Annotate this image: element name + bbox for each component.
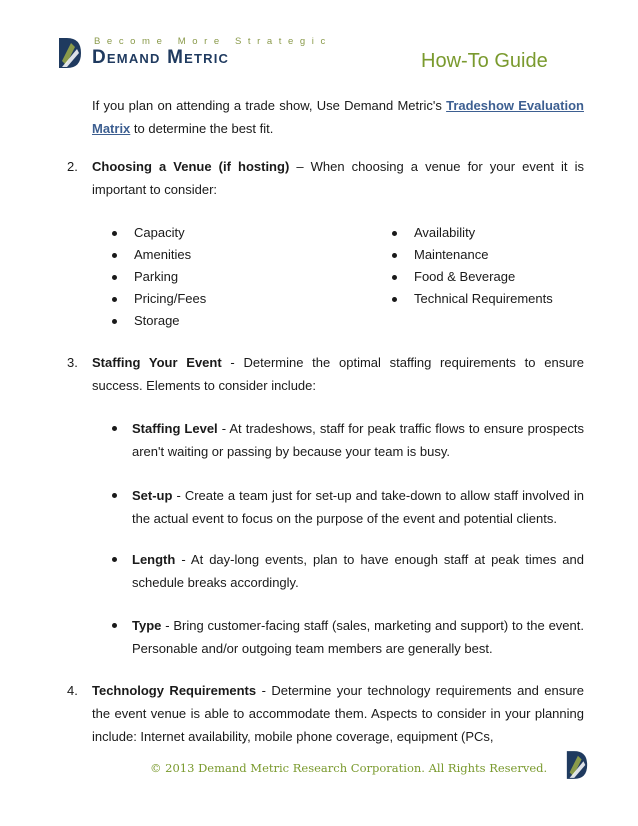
list-item: Amenities xyxy=(112,244,206,266)
bullet-icon xyxy=(112,493,117,498)
list-item: Capacity xyxy=(112,222,206,244)
bullet-icon xyxy=(392,275,397,280)
staffing-bullet-1: Staffing Level - At tradeshows, staff for peak traffic flows to ensure prospects aren't waiting or passing by because your team is busy. xyxy=(112,417,584,463)
intro-text: If you plan on attending a trade show, Use Demand Metric's xyxy=(92,98,447,113)
demand-metric-footer-logo-icon xyxy=(565,750,589,780)
item-4-paragraph xyxy=(92,679,584,748)
staffing-bullet-2: Set-up - Create a team just for set-up and take-down to allow staff involved in the actual event to focus on the purpose of the event and potential clients. xyxy=(112,484,584,530)
venue-list-right xyxy=(392,222,553,310)
staffing-bullet-3: Length - At day-long events, plan to have enough staff at peak times and schedule breaks accordingly. xyxy=(112,548,584,594)
bullet-icon xyxy=(112,253,117,258)
bullet-icon xyxy=(112,623,117,628)
tradeshow-matrix-link[interactable]: Tradeshow Evaluation Matrix xyxy=(92,98,584,136)
list-item: Maintenance xyxy=(392,244,553,266)
list-item: Technical Requirements xyxy=(392,288,553,310)
list-item: Food & Beverage xyxy=(392,266,553,288)
demand-metric-logo-icon xyxy=(57,37,83,69)
item-3-paragraph xyxy=(92,351,584,397)
venue-list-left xyxy=(112,222,206,332)
item-2-paragraph xyxy=(92,155,584,201)
bullet-icon xyxy=(392,253,397,258)
bullet-icon xyxy=(112,275,117,280)
intro-paragraph xyxy=(92,94,584,140)
list-item: Parking xyxy=(112,266,206,288)
bullet-icon xyxy=(392,297,397,302)
bullet-icon xyxy=(112,319,117,324)
item-2-text: – When choosing a venue for your event it is important to consider: xyxy=(92,159,584,197)
bullet-icon xyxy=(112,231,117,236)
item-3-text: - Determine the optimal staffing requirements to ensure success. Elements to consider include: xyxy=(92,355,584,393)
copyright-footer: © 2013 Demand Metric Research Corporation. All Rights Reserved. xyxy=(150,761,548,775)
item-4-number: 4. xyxy=(67,683,78,698)
brand-name: Demand Metric xyxy=(92,47,230,68)
brand-tagline: Become More Strategic xyxy=(94,36,332,47)
list-item: Pricing/Fees xyxy=(112,288,206,310)
item-2-number: 2. xyxy=(67,159,78,174)
bullet-icon xyxy=(112,426,117,431)
item-4-title: Technology Requirements xyxy=(92,683,257,698)
staffing-bullet-4: Type - Bring customer-facing staff (sales, marketing and support) to the event. Personable and/or outgoing team members are generally best. xyxy=(112,614,584,660)
item-3-title: Staffing Your Event xyxy=(92,355,222,370)
list-item: Storage xyxy=(112,310,206,332)
bullet-icon xyxy=(112,297,117,302)
item-4-text: - Determine your technology requirements and ensure the event venue is able to accommodate them. Aspects to consider in your planning include: Internet availability, mobile phone coverage, equipment (PCs, xyxy=(92,683,584,744)
page-title: How-To Guide xyxy=(421,50,548,72)
bullet-icon xyxy=(392,231,397,236)
intro-text-end: to determine the best fit. xyxy=(130,121,274,136)
bullet-icon xyxy=(112,557,117,562)
list-item: Availability xyxy=(392,222,553,244)
item-3-number: 3. xyxy=(67,355,78,370)
item-2-title: Choosing a Venue (if hosting) xyxy=(92,159,290,174)
